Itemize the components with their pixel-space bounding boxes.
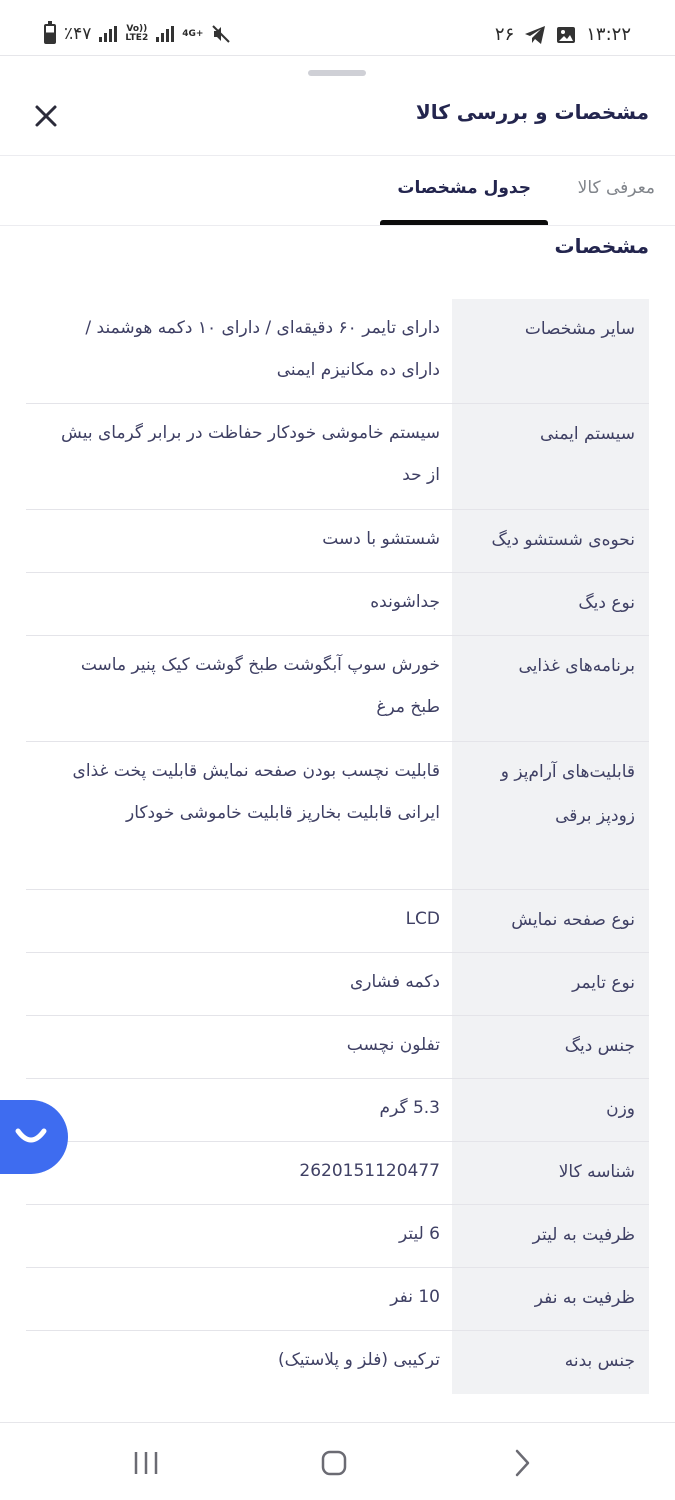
spec-value: تفلون نچسب — [346, 1035, 440, 1055]
back-button[interactable] — [502, 1445, 542, 1481]
section-title: مشخصات — [554, 234, 649, 258]
table-row — [26, 1142, 649, 1205]
specs-table — [26, 299, 649, 1394]
spec-value: دارای تایمر ۶۰ دقیقه‌ای / دارای ۱۰ دکمه هوشمند / دارای ده مکانیزم ایمنی — [85, 318, 440, 380]
table-row — [26, 1079, 649, 1142]
table-row — [26, 742, 649, 890]
signal-icon-2 — [156, 26, 174, 42]
home-icon — [320, 1449, 348, 1477]
spec-value: شستشو با دست — [322, 529, 440, 549]
spec-value: جداشونده — [370, 592, 440, 612]
spec-label: جنس دیگ — [452, 1016, 649, 1078]
spec-value: 5.3 گرم — [379, 1098, 440, 1118]
table-row — [26, 510, 649, 573]
spec-value: 10 نفر — [390, 1287, 440, 1307]
spec-value: LCD — [405, 909, 440, 929]
tab-specifications[interactable]: جدول مشخصات — [397, 178, 531, 198]
spec-label: وزن — [452, 1079, 649, 1141]
spec-label: ظرفیت به لیتر — [452, 1205, 649, 1267]
spec-value: سیستم خاموشی خودکار حفاظت در برابر گرمای بیش از حد — [61, 423, 440, 485]
spec-label: شناسه کالا — [452, 1142, 649, 1204]
close-button[interactable] — [28, 98, 64, 134]
close-icon — [34, 104, 58, 128]
recent-apps-button[interactable] — [126, 1445, 166, 1481]
spec-label: نوع دیگ — [452, 573, 649, 635]
table-row — [26, 404, 649, 510]
active-tab-indicator — [380, 220, 548, 225]
table-row — [26, 636, 649, 742]
table-row — [26, 1016, 649, 1079]
status-bar — [0, 0, 675, 56]
chevron-right-icon — [512, 1448, 532, 1478]
spec-label: سایر مشخصات — [452, 299, 649, 403]
sheet-drag-handle[interactable] — [308, 70, 366, 76]
spec-label: قابلیت‌های آرام‌پز و زودپز برقی — [452, 742, 649, 889]
battery-icon — [44, 24, 56, 44]
gallery-icon — [556, 25, 576, 45]
battery-level: ٪۴۷ — [64, 24, 92, 44]
home-button[interactable] — [314, 1445, 354, 1481]
spec-label: سیستم ایمنی — [452, 404, 649, 509]
notification-count: ۲۶ — [494, 24, 515, 45]
telegram-icon — [524, 25, 546, 45]
tab-product-intro[interactable]: معرفی کالا — [577, 178, 655, 198]
network-4g-indicator: 4G+ — [182, 28, 204, 39]
sheet-header — [0, 80, 675, 156]
spec-label: برنامه‌های غذایی — [452, 636, 649, 741]
spec-label: جنس بدنه — [452, 1331, 649, 1394]
recent-apps-icon — [132, 1450, 160, 1476]
status-left — [44, 24, 231, 44]
spec-value: ترکیبی (فلز و پلاستیک) — [277, 1350, 440, 1370]
smile-chat-icon — [14, 1127, 48, 1147]
tab-bar — [0, 156, 675, 226]
spec-label: نوع صفحه نمایش — [452, 890, 649, 952]
mute-icon — [211, 24, 231, 44]
status-right — [495, 24, 631, 45]
volte-indicator: Vo)) LTE2 — [125, 24, 149, 43]
spec-value: خورش سوپ آبگوشت طبخ گوشت کیک پنیر ماست طبخ مرغ — [80, 655, 440, 717]
signal-icon — [99, 26, 117, 42]
spec-value: 6 لیتر — [398, 1224, 440, 1244]
spec-value: قابلیت نچسب بودن صفحه نمایش قابلیت پخت غذای ایرانی قابلیت بخارپز قابلیت خاموشی خودکار — [72, 761, 440, 823]
spec-label: ظرفیت به نفر — [452, 1268, 649, 1330]
clock: ۱۳:۲۲ — [586, 24, 631, 45]
table-row — [26, 573, 649, 636]
table-row — [26, 1205, 649, 1268]
spec-value: 2620151120477 — [299, 1161, 440, 1181]
system-nav-bar — [0, 1422, 675, 1500]
table-row — [26, 299, 649, 404]
table-row — [26, 953, 649, 1016]
spec-label: نحوه‌ی شستشو دیگ — [452, 510, 649, 572]
table-row — [26, 1331, 649, 1394]
spec-label: نوع تایمر — [452, 953, 649, 1015]
sheet-title: مشخصات و بررسی کالا — [415, 100, 649, 124]
table-row — [26, 890, 649, 953]
spec-value: دکمه فشاری — [350, 972, 440, 992]
table-row — [26, 1268, 649, 1331]
